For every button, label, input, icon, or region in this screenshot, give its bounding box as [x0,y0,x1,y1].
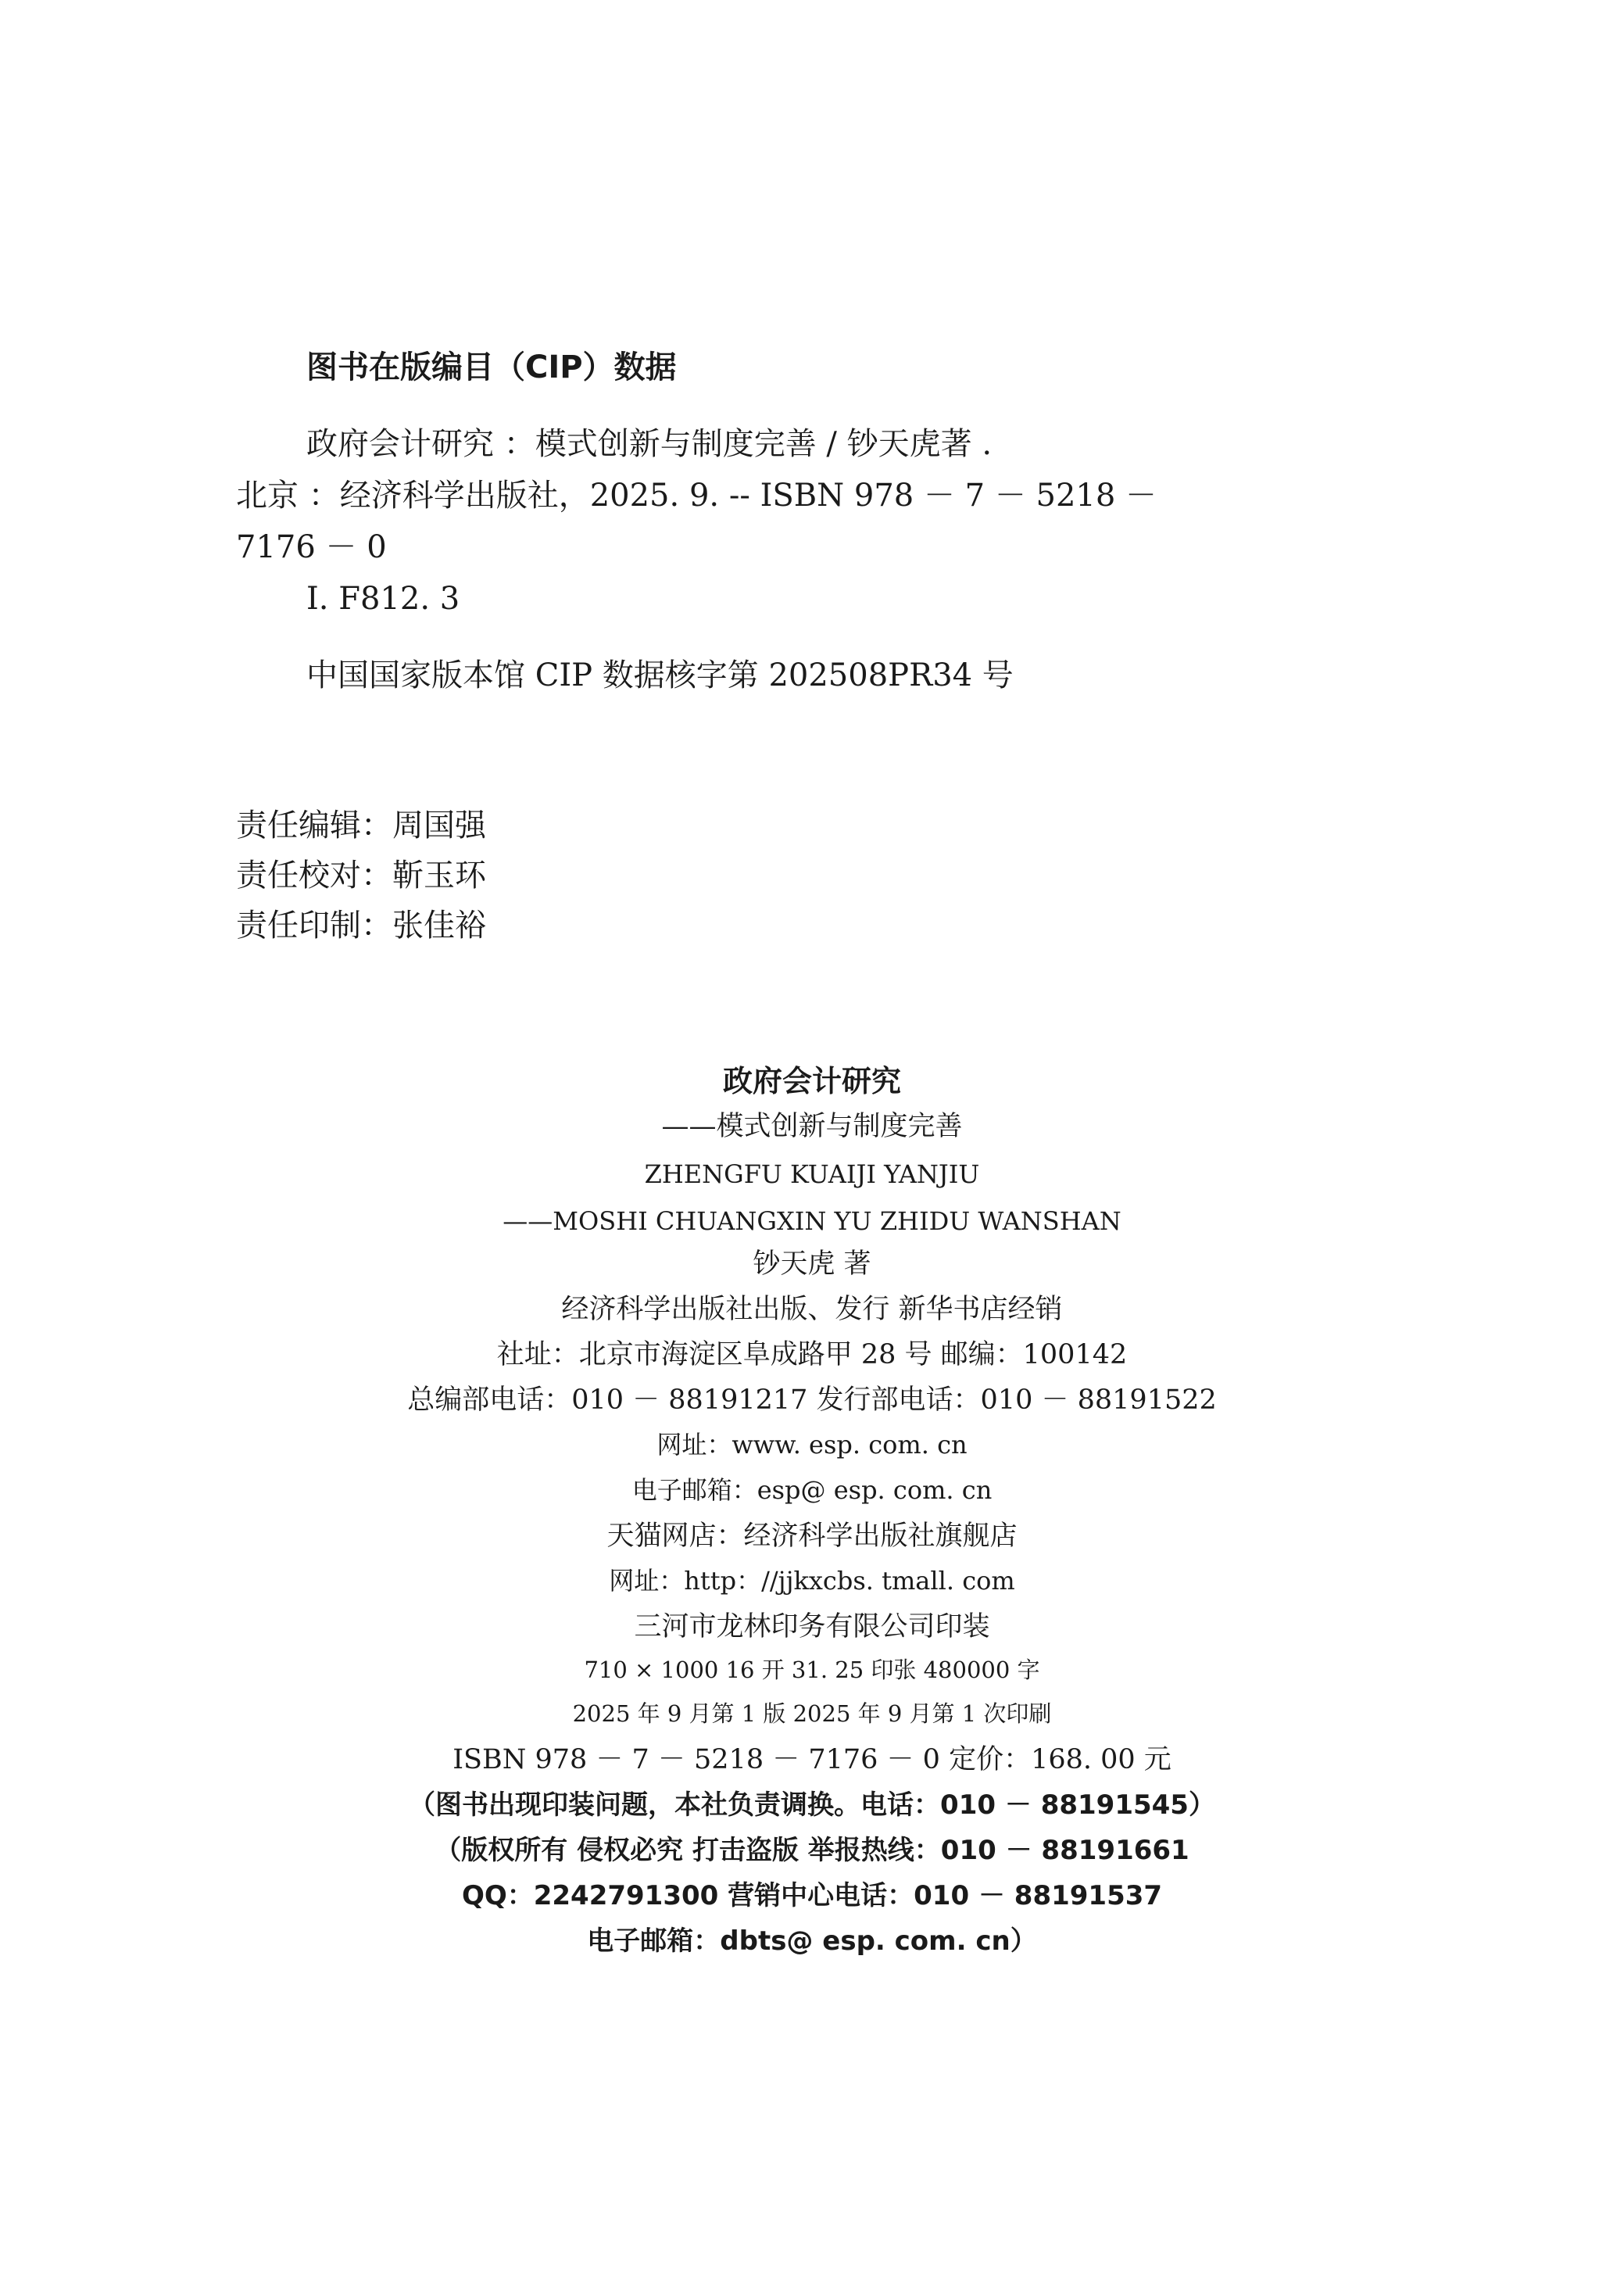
responsible-editor: 责任编辑：周国强 [236,808,486,844]
publisher-email: 电子邮箱：esp@ esp. com. cn [631,1475,993,1505]
cip-classification: Ⅰ. F812. 3 [306,581,460,617]
publisher-line: 经济科学出版社出版、发行 新华书店经销 [561,1294,1063,1325]
book-title: 政府会计研究 [722,1064,901,1098]
quality-notice: （图书出现印装问题，本社负责调换。电话：010 － 88191545） [409,1789,1215,1821]
cip-verification-number: 中国国家版本馆 CIP 数据核字第 202508PR34 号 [306,657,1014,693]
author-line: 钞天虎 著 [753,1248,871,1280]
responsible-proofreader: 责任校对：靳玉环 [236,858,486,894]
publisher-phones: 总编部电话：010 － 88191217 发行部电话：010 － 88191522 [407,1384,1217,1416]
publisher-address: 社址：北京市海淀区阜成路甲 28 号 邮编：100142 [496,1339,1128,1370]
printer-line: 三河市龙林印务有限公司印装 [634,1611,990,1642]
edition-line: 2025 年 9 月第 1 版 2025 年 9 月第 1 次印刷 [572,1700,1052,1727]
cip-record-line: 北京 ：经济科学出版社，2025. 9. -- ISBN 978 － 7 － 5218 － [236,478,1157,514]
cip-record-line: 政府会计研究 ：模式创新与制度完善 / 钞天虎著 . [306,426,993,462]
pinyin-subtitle: ——MOSHI CHUANGXIN YU ZHIDU WANSHAN [503,1206,1121,1236]
cip-heading: 图书在版编目（CIP）数据 [306,349,677,385]
tmall-url: 网址：http：//jjkxcbs. tmall. com [609,1566,1015,1596]
copyright-notice: （版权所有 侵权必究 打击盗版 举报热线：010 － 88191661 [435,1835,1189,1866]
marketing-contact: QQ：2242791300 营销中心电话：010 － 88191537 [461,1880,1163,1911]
cip-record-line: 7176 － 0 [236,529,387,565]
tmall-store: 天猫网店：经济科学出版社旗舰店 [606,1521,1018,1552]
notice-email: 电子邮箱：dbts@ esp. com. cn） [587,1925,1037,1957]
isbn-price: ISBN 978 － 7 － 5218 － 7176 － 0 定价：168. 00 元 [453,1744,1171,1775]
book-subtitle: ——模式创新与制度完善 [661,1111,963,1142]
responsible-printing: 责任印制：张佳裕 [236,908,486,944]
publisher-website: 网址：www. esp. com. cn [656,1430,968,1460]
format-spec: 710 × 1000 16 开 31. 25 印张 480000 字 [584,1657,1040,1683]
pinyin-title: ZHENGFU KUAIJI YANJIU [644,1159,980,1189]
